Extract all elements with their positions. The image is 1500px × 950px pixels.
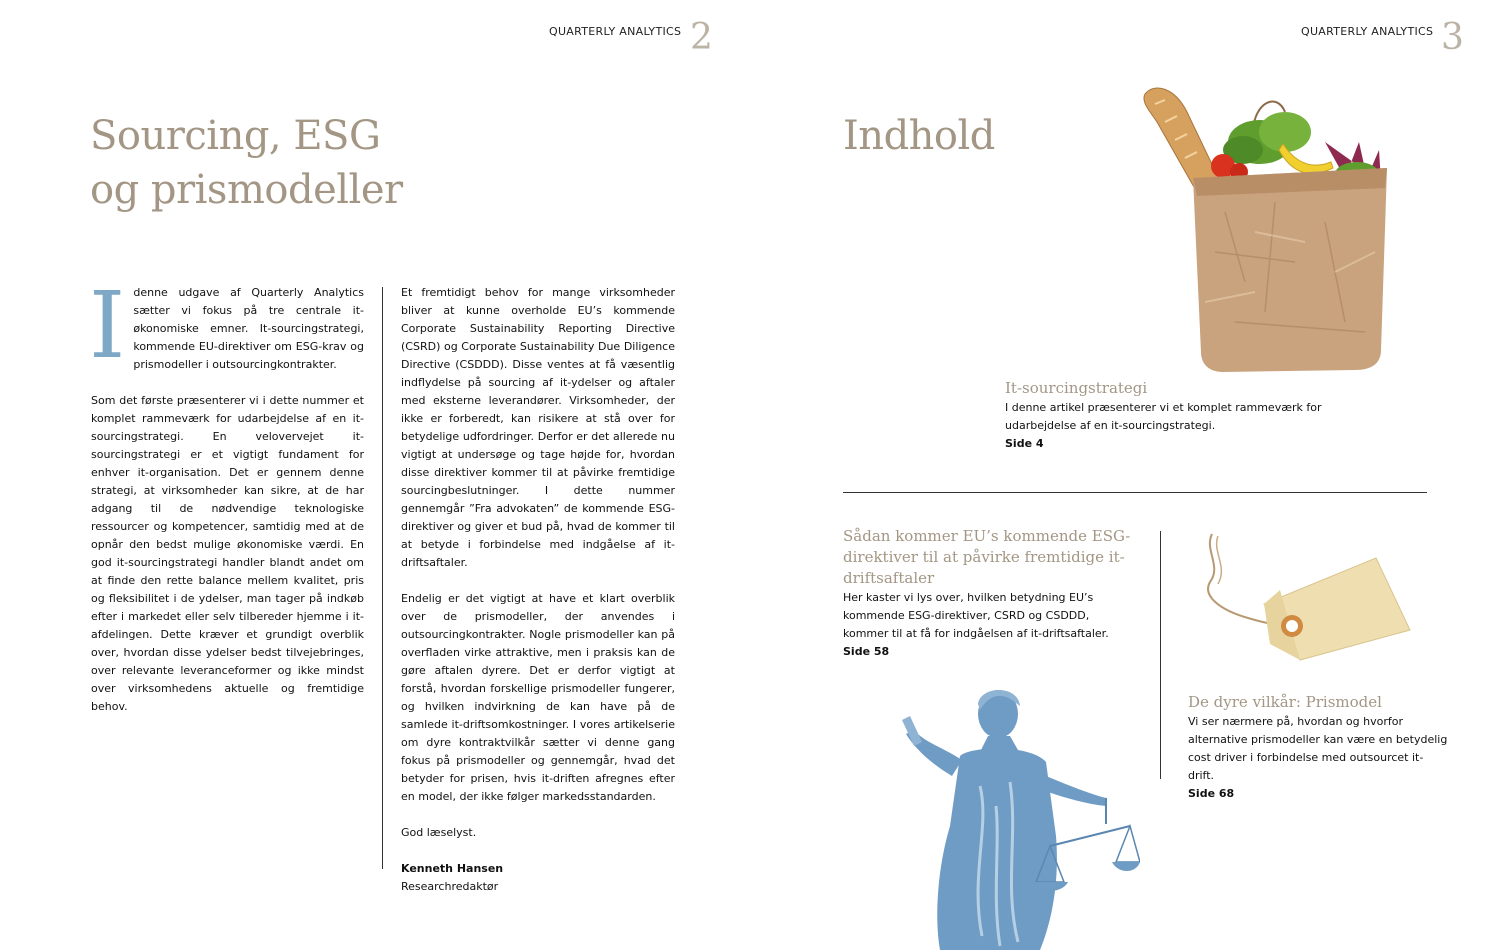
toc-item-2-description: Her kaster vi lys over, hvilken betydning EU’s kommende ESG-direktiver, CSRD og CSDDD, kommer til at få for indgåelsen af it-driftsaftaler. <box>843 591 1109 640</box>
toc-divider-horizontal <box>843 492 1427 493</box>
drop-cap: I <box>89 272 126 379</box>
article-title <box>90 109 403 217</box>
toc-item-2-page[interactable]: Side 58 <box>843 645 890 658</box>
intro-text: denne udgave af Quarterly Analytics sætter vi fokus på tre centrale it-økonomiske emner. It-sourcingstrategi, kommende EU-direktiver om ESG-krav og prismodeller i outsourcingkontrakter. <box>133 286 364 371</box>
toc-item-3-heading[interactable]: De dyre vilkår: Prismodel <box>1188 693 1382 711</box>
toc-divider-vertical <box>1160 531 1161 779</box>
author-role: Researchredaktør <box>401 880 499 893</box>
column-divider <box>382 287 383 869</box>
signature <box>401 860 675 896</box>
editorial-column-2 <box>401 284 675 896</box>
paragraph-framework: Som det første præsenterer vi i dette nummer et komplet rammeværk for udarbejdelse af en it-sourcingstrategi. En velovervejet it-sourcingstrategi er et vigtigt fundament for enhver it-organisation. Det er gennem denne strategi, at virksomheder kan sikre, at de har adgang til de nødvendige teknologiske ressourcer og kompetencer, samtidig med at de opnår den bedst mulige økonomiske værdi. En god it-sourcingstrategi handler blandt andet om at finde den rette balance mellem kvalitet, pris og fleksibilitet i de ydelser, man tager på indkøb efter i markedet eller selv tilbereder hjemme i it-afdelingen. Dette kræver et grundigt overblik over, hvordan disse ydelser bedst tilvejebringes, over relevante leveranceformer og ikke mindst over virksomhedens aktuelle og fremtidige behov. <box>91 394 364 713</box>
toc-item-2-heading[interactable]: Sådan kommer EU’s kommende ESG-direktiver til at påvirke fremtidige it-driftsaftaler <box>843 527 1131 587</box>
justitia-statue-illustration <box>900 686 1140 950</box>
page-number-left: 2 <box>690 17 713 58</box>
paragraph-esg: Et fremtidigt behov for mange virksomheder bliver at kunne overholde EU’s kommende Corporate Sustainability Reporting Directive (CSRD) og Corporate Sustainability Due Diligence Directive (CSDDD). Disse ventes at få væsentlig indflydelse på sourcing af it-ydelser og aftaler med eksterne leverandører. Virksomheder, der ikke er forberedt, kan risikere at stå over for betydelige udfordringer. Derfor er det allerede nu vigtigt at undersøge og tage højde for, hvordan disse direktiver kommer til at påvirke fremtidige sourcingbeslutninger. I dette nummer gennemgår ”Fra advokaten” de kommende ESG-direktiver og giver et bud på, hvad de kommer til at betyde i forbindelse med indgåelse af it-driftsaftaler. <box>401 286 675 569</box>
toc-item-2[interactable] <box>843 526 1133 661</box>
title-line-2: og prismodeller <box>90 167 403 213</box>
grocery-bag-illustration <box>1135 82 1400 374</box>
page-number-right: 3 <box>1441 17 1464 58</box>
author-name: Kenneth Hansen <box>401 862 504 875</box>
price-tag-illustration <box>1198 530 1414 662</box>
toc-item-1[interactable] <box>1005 378 1335 453</box>
running-head-right: QUARTERLY ANALYTICS <box>1301 25 1434 38</box>
title-line-1: Sourcing, ESG <box>90 113 381 159</box>
toc-title: Indhold <box>843 113 995 159</box>
toc-item-3[interactable] <box>1188 692 1448 803</box>
toc-item-1-page[interactable]: Side 4 <box>1005 437 1044 450</box>
paragraph-prismodeller: Endelig er det vigtigt at have et klart overblik over de prismodeller, der anvendes i outsourcingkontrakter. Nogle prismodeller kan på overfladen virke attraktive, men i praksis kan de gøre aftalen dyrere. Det er derfor vigtigt at forstå, hvordan forskellige prismodeller fungerer, og hvilken indvirkning de kan have på de samlede it-driftsomkostninger. I vores artikelserie om dyre kontraktvilkår sætter vi denne gang fokus på prismodeller og gennemgår, hvad det betyder for prisen, hvis it-driften afregnes efter en model, der ikke følger markedsstandarden. <box>401 592 675 803</box>
running-head-left: QUARTERLY ANALYTICS <box>549 25 682 38</box>
toc-item-3-page[interactable]: Side 68 <box>1188 787 1235 800</box>
toc-item-3-description: Vi ser nærmere på, hvordan og hvorfor alternative prismodeller kan være en betydelig cost driver i forbindelse med outsourcet it-drift. <box>1188 715 1448 782</box>
editorial-column-1 <box>89 272 364 716</box>
closing-line: God læselyst. <box>401 826 477 839</box>
toc-item-1-description: I denne artikel præsenterer vi et komplet rammeværk for udarbejdelse af en it-sourcingstrategi. <box>1005 401 1322 432</box>
toc-item-1-heading[interactable]: It-sourcingstrategi <box>1005 379 1148 397</box>
intro-paragraph <box>89 272 364 379</box>
